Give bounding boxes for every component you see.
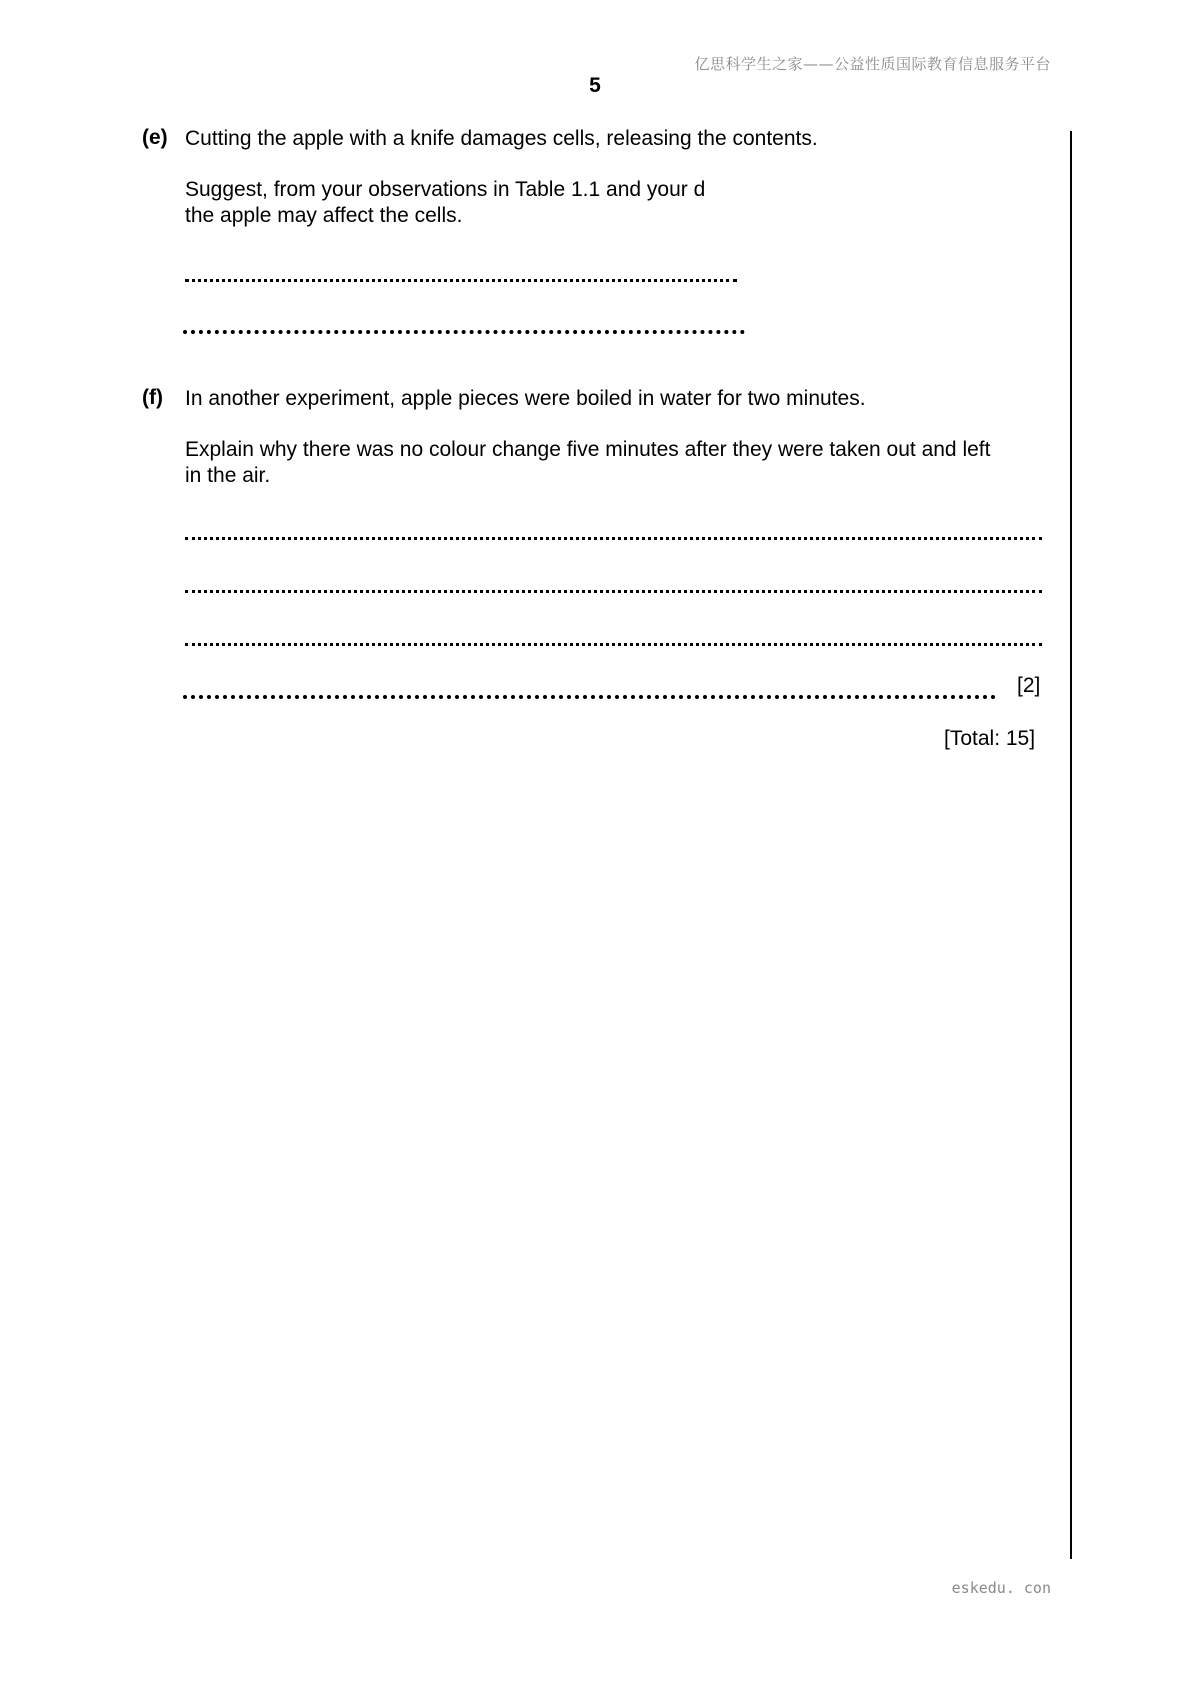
margin-line (1070, 131, 1072, 1559)
question-e-label: (e) (142, 126, 168, 149)
footer-watermark: eskedu. con (951, 1579, 1051, 1597)
answer-line-f-1[interactable] (185, 537, 1042, 540)
marks-f: [2] (1017, 674, 1041, 697)
question-f-prompt-line2: in the air. (185, 464, 271, 487)
question-e-prompt-line1: Suggest, from your observations in Table 1.1 and your d (185, 178, 706, 201)
question-f-statement: In another experiment, apple pieces were boiled in water for two minutes. (185, 387, 866, 410)
total-marks: [Total: 15] (944, 727, 1036, 750)
question-f-label: (f) (142, 386, 163, 409)
answer-line-f-2[interactable] (185, 590, 1042, 593)
header-watermark: 亿思科学生之家——公益性质国际教育信息服务平台 (694, 55, 1051, 73)
question-f-prompt-line1: Explain why there was no colour change five minutes after they were taken out and left (185, 438, 991, 461)
answer-line-e-1[interactable] (185, 279, 737, 282)
answer-line-f-3[interactable] (185, 643, 1042, 646)
page-number: 5 (589, 74, 601, 97)
question-e-prompt-line2: the apple may affect the cells. (185, 204, 463, 227)
answer-line-f-4[interactable] (183, 695, 996, 699)
question-e-statement: Cutting the apple with a knife damages cells, releasing the contents. (185, 127, 818, 150)
answer-line-e-2[interactable] (183, 330, 745, 334)
